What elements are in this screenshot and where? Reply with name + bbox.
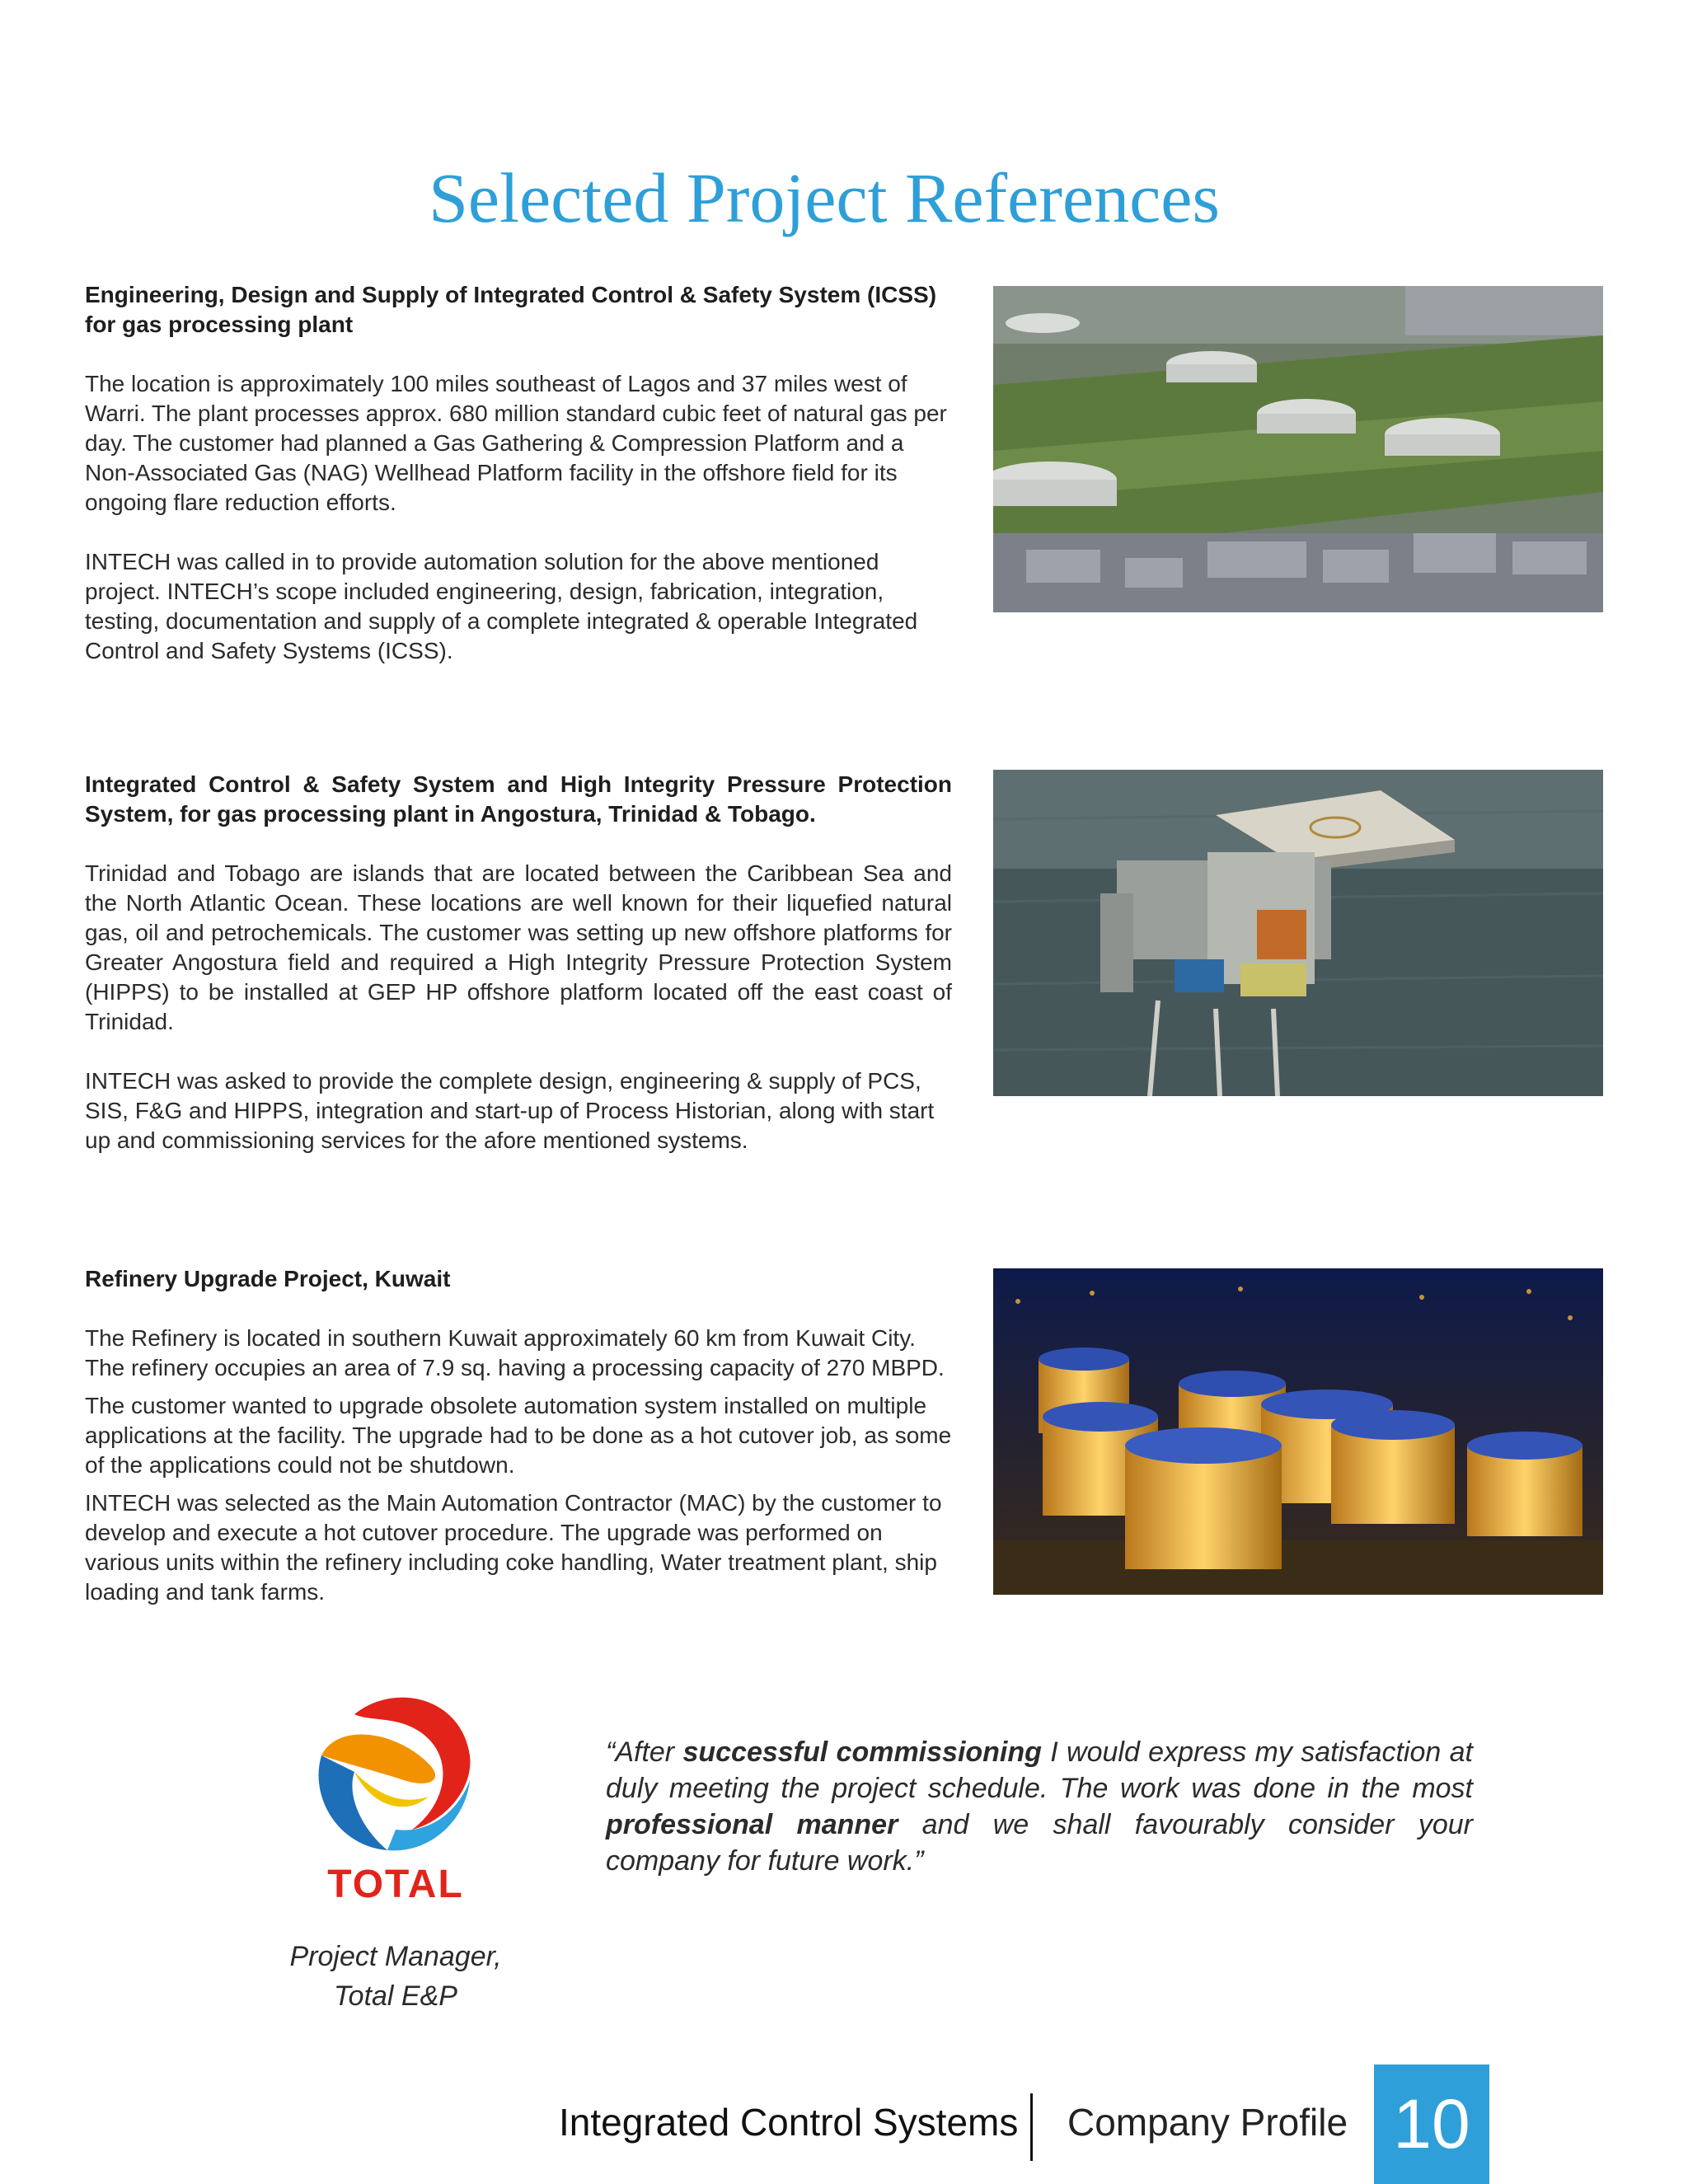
project-3-paragraph-2: The customer wanted to upgrade obsolete automation system installed on multiple applications at the facility. The upgrade had to be done as a hot cutover job, as some of the applications could not be shutdown. bbox=[85, 1393, 952, 1478]
quote-bold-1: successful commissioning bbox=[682, 1736, 1042, 1768]
footer-doc-title: Company Profile bbox=[1067, 2101, 1348, 2144]
project-3-paragraph-1: The Refinery is located in southern Kuwait approximately 60 km from Kuwait City. The refinery occupies an area of 7.9 sq. having a processing capacity of 270 MBPD. bbox=[85, 1325, 945, 1380]
page-number: 10 bbox=[1374, 2064, 1489, 2184]
footer-section-title: Integrated Control Systems bbox=[559, 2101, 1019, 2144]
quote-text-2: I would express my satisfaction at duly meeting the project schedule. The work was done in the most bbox=[606, 1736, 1473, 1804]
project-1-paragraph-1: The location is approximately 100 miles southeast of Lagos and 37 miles west of Warri. The plant processes approx. 680 million standard cubic feet of natural gas per day. The customer had planned a Gas Gathering & Compression Platform and a Non-Associated Gas (NAG) Wellhead Platform facility in the offshore field for its ongoing flare reduction efforts. bbox=[85, 371, 947, 515]
page-title: Selected Project References bbox=[429, 158, 1220, 237]
project-3-paragraph-3: INTECH was selected as the Main Automation Contractor (MAC) by the customer to develop and execute a hot cutover procedure. The upgrade was performed on various units within the refinery including coke handling, Water treatment plant, ship loading and tank farms. bbox=[85, 1490, 942, 1605]
total-wordmark: TOTAL bbox=[327, 1863, 464, 1904]
project-2-paragraph-2: INTECH was asked to provide the complete design, engineering & supply of PCS, SIS, F&G and HIPPS, integration and start-up of Process Historian, along with start up and commissioning services for the afore mentioned systems. bbox=[85, 1068, 935, 1153]
testimonial-attribution bbox=[256, 1937, 536, 2016]
testimonial-quote bbox=[606, 1734, 1473, 1879]
quote-text-1: “After bbox=[606, 1736, 683, 1768]
quote-bold-2: professional manner bbox=[606, 1809, 898, 1840]
offshore-platform-photo bbox=[993, 770, 1603, 1096]
project-2-paragraph-1: Trinidad and Tobago are islands that are located between the Caribbean Sea and the North Atlantic Ocean. These locations are well known for their liquefied natural gas, oil and petrochemicals. The customer was setting up new offshore platforms for Greater Angostura field and required a High Integrity Pressure Protection System (HIPPS) to be installed at GEP HP offshore platform located off the east coast of Trinidad. bbox=[85, 860, 952, 1034]
project-3-heading: Refinery Upgrade Project, Kuwait bbox=[85, 1266, 451, 1291]
project-2 bbox=[85, 770, 952, 1185]
quote-text-3: and we shall favourably consider your company for future work.” bbox=[606, 1809, 1474, 1877]
project-1 bbox=[85, 280, 952, 696]
total-logo bbox=[305, 1681, 495, 1904]
gas-plant-photo bbox=[993, 286, 1603, 612]
project-2-heading: Integrated Control & Safety System and High Integrity Pressure Protection System, for gas processing plant in Angostura, Trinidad & Tobago. bbox=[85, 771, 952, 827]
footer-divider bbox=[1030, 2093, 1033, 2161]
project-1-heading: Engineering, Design and Supply of Integrated Control & Safety System (ICSS) for gas processing plant bbox=[85, 282, 937, 337]
project-3 bbox=[85, 1264, 952, 1615]
project-1-paragraph-2: INTECH was called in to provide automation solution for the above mentioned project. INTECH’s scope included engineering, design, fabrication, integration, testing, documentation and supply of a complete integrated & operable Integrated Control and Safety Systems (ICSS). bbox=[85, 549, 918, 663]
attribution-role: Project Manager, bbox=[289, 1941, 502, 1972]
attribution-company: Total E&P bbox=[334, 1980, 457, 2012]
refinery-tanks-photo bbox=[993, 1268, 1603, 1595]
